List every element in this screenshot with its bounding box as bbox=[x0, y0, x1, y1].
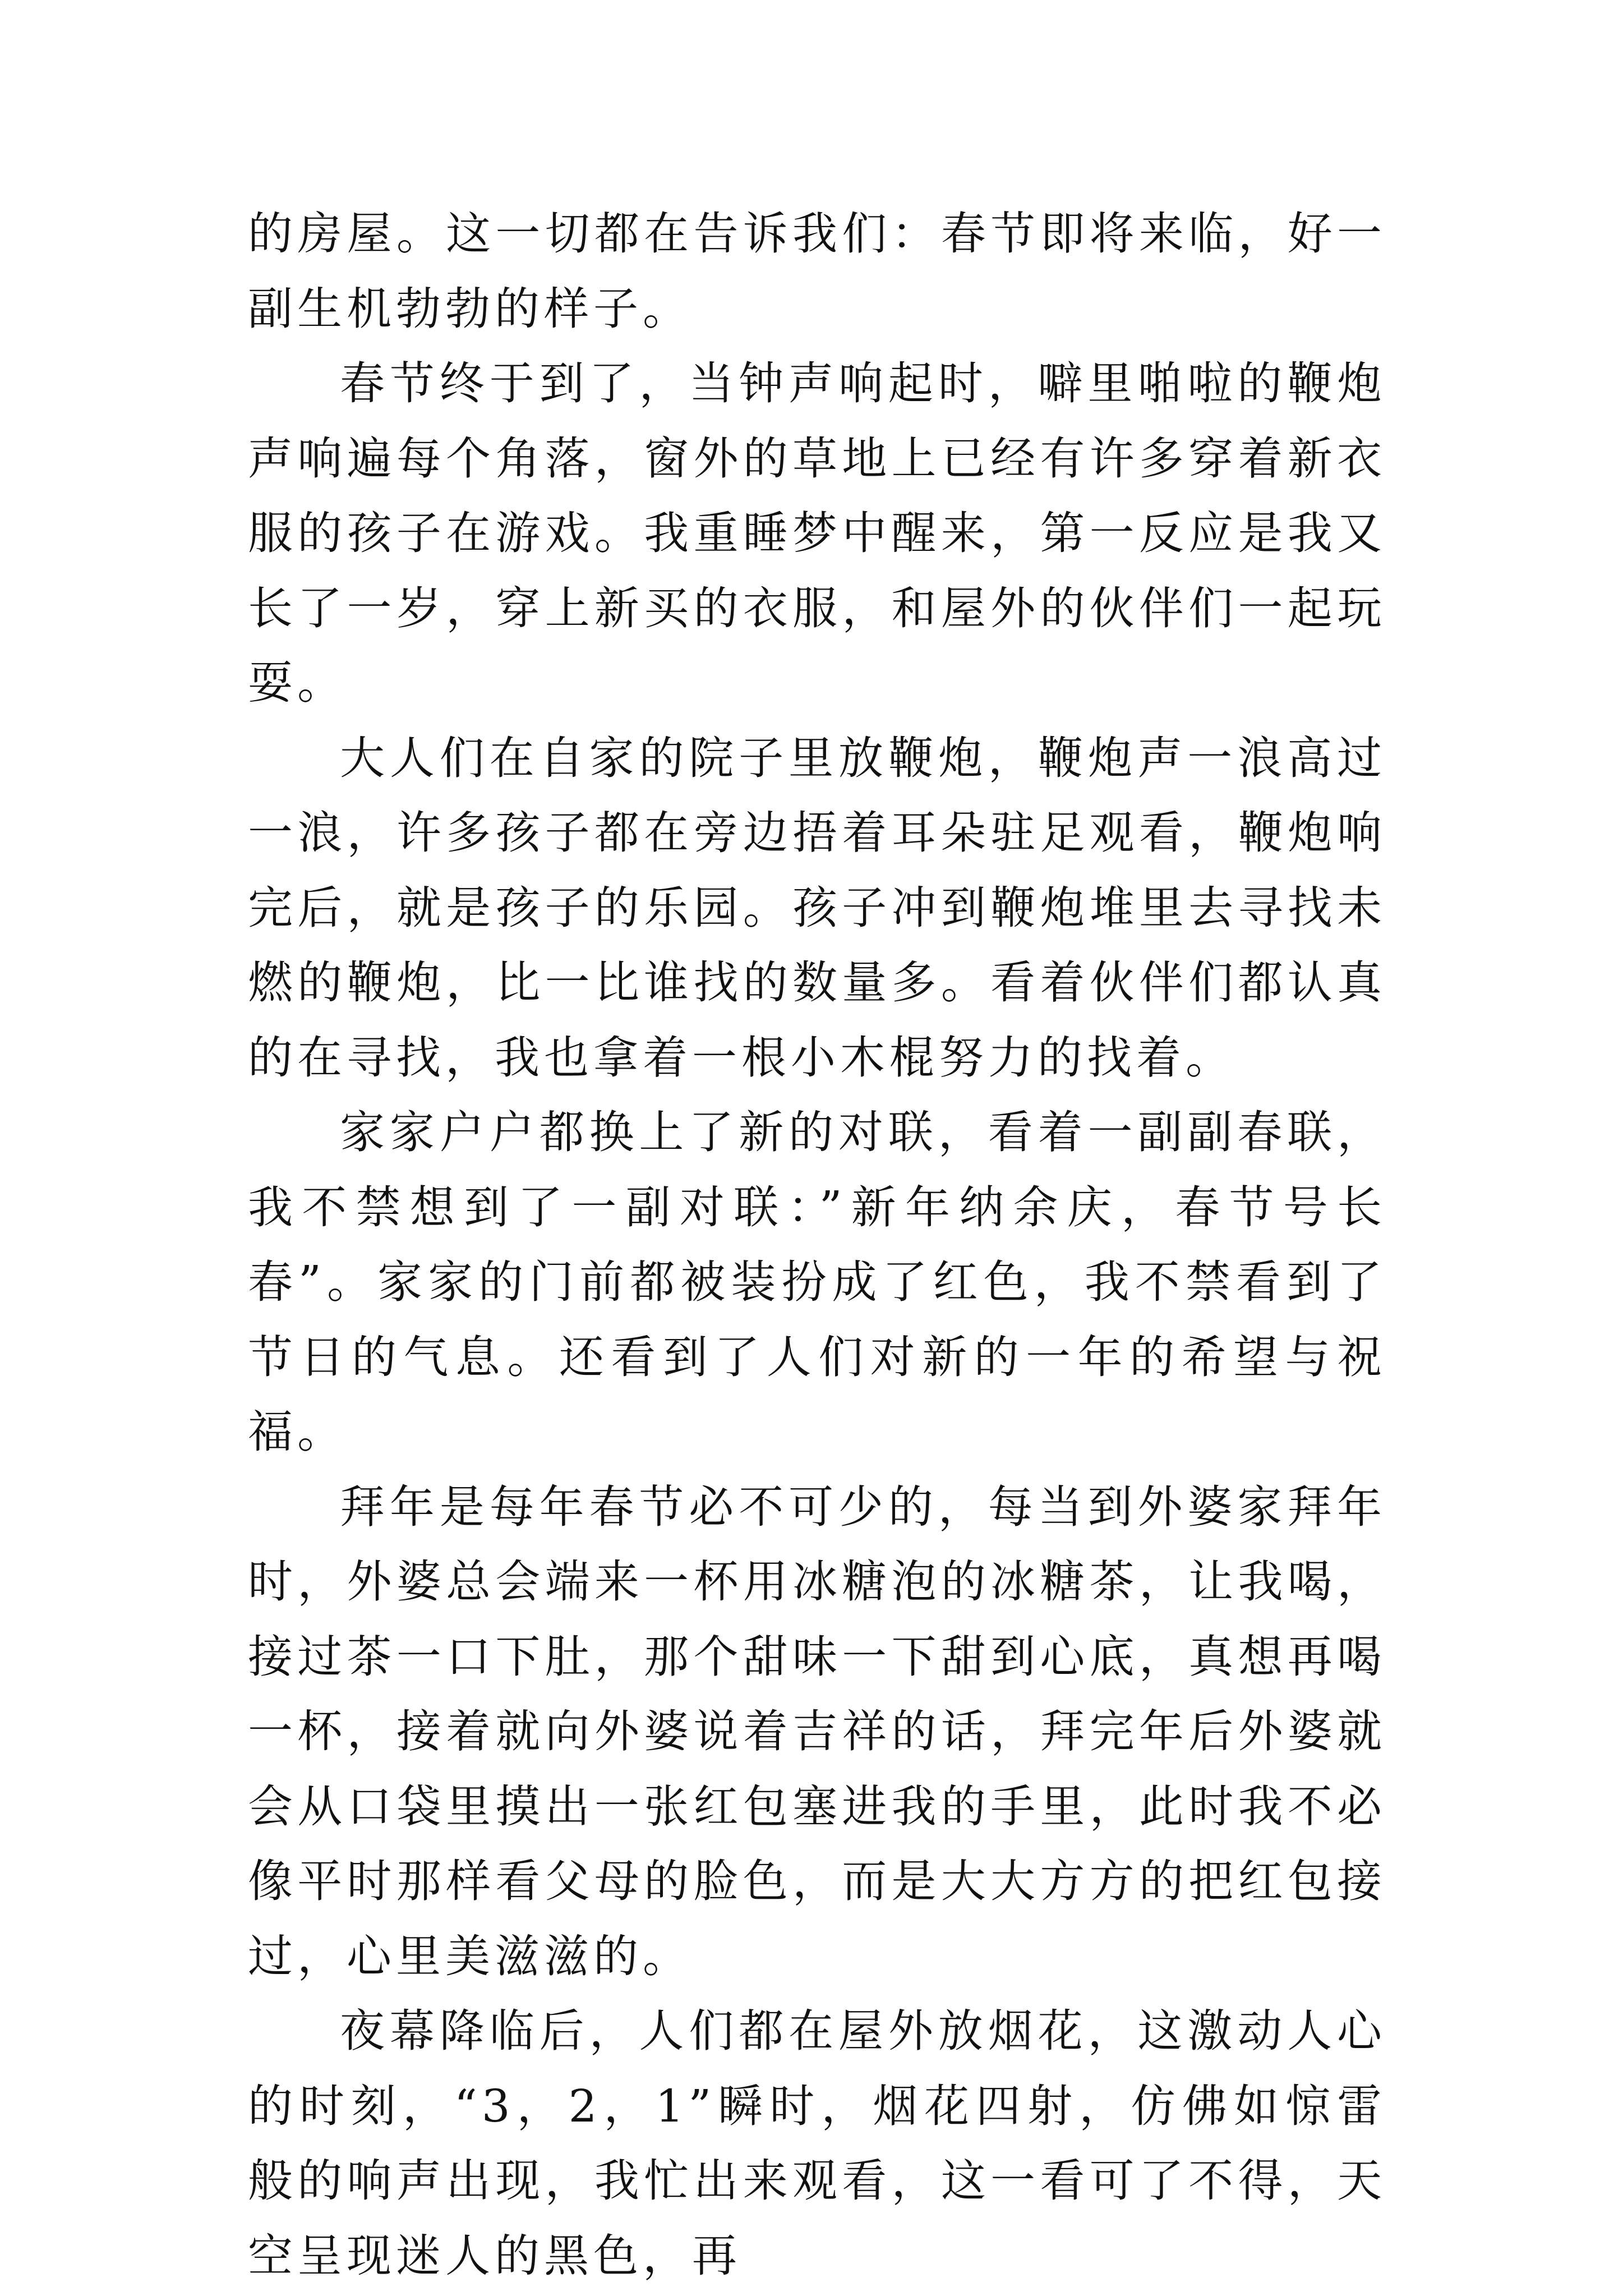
document-body bbox=[248, 196, 1386, 2293]
paragraph-6: 夜幕降临后，人们都在屋外放烟花，这激动人心的时刻，“3，2，1”瞬时，烟花四射，仿佛如惊雷般的响声出现，我忙出来观看，这一看可了不得，天空呈现迷人的黑色，再 bbox=[248, 2005, 1386, 2282]
paragraph-2: 春节终于到了，当钟声响起时，噼里啪啦的鞭炮声响遍每个角落，窗外的草地上已经有许多穿着新衣服的孩子在游戏。我重睡梦中醒来，第一反应是我又长了一岁，穿上新买的衣服，和屋外的伙伴们一起玩耍。 bbox=[248, 357, 1386, 709]
paragraph-3: 大人们在自家的院子里放鞭炮，鞭炮声一浪高过一浪，许多孩子都在旁边捂着耳朵驻足观看，鞭炮响完后，就是孩子的乐园。孩子冲到鞭炮堆里去寻找未燃的鞭炮，比一比谁找的数量多。看着伙伴们都认真的在寻找，我也拿着一根小木棍努力的找着。 bbox=[248, 731, 1386, 1084]
paragraph-5: 拜年是每年春节必不可少的，每当到外婆家拜年时，外婆总会端来一杯用冰糖泡的冰糖茶，让我喝，接过茶一口下肚，那个甜味一下甜到心底，真想再喝一杯，接着就向外婆说着吉祥的话，拜完年后外婆就会从口袋里摸出一张红包塞进我的手里，此时我不必像平时那样看父母的脸色，而是大大方方的把红包接过，心里美滋滋的。 bbox=[248, 1480, 1386, 1982]
paragraph-1: 的房屋。这一切都在告诉我们：春节即将来临，好一副生机勃勃的样子。 bbox=[248, 208, 1386, 335]
paragraph-4: 家家户户都换上了新的对联，看着一副副春联，我不禁想到了一副对联：”新年纳余庆，春节号长春”。家家的门前都被装扮成了红色，我不禁看到了节日的气息。还看到了人们对新的一年的希望与祝福。 bbox=[248, 1106, 1386, 1458]
